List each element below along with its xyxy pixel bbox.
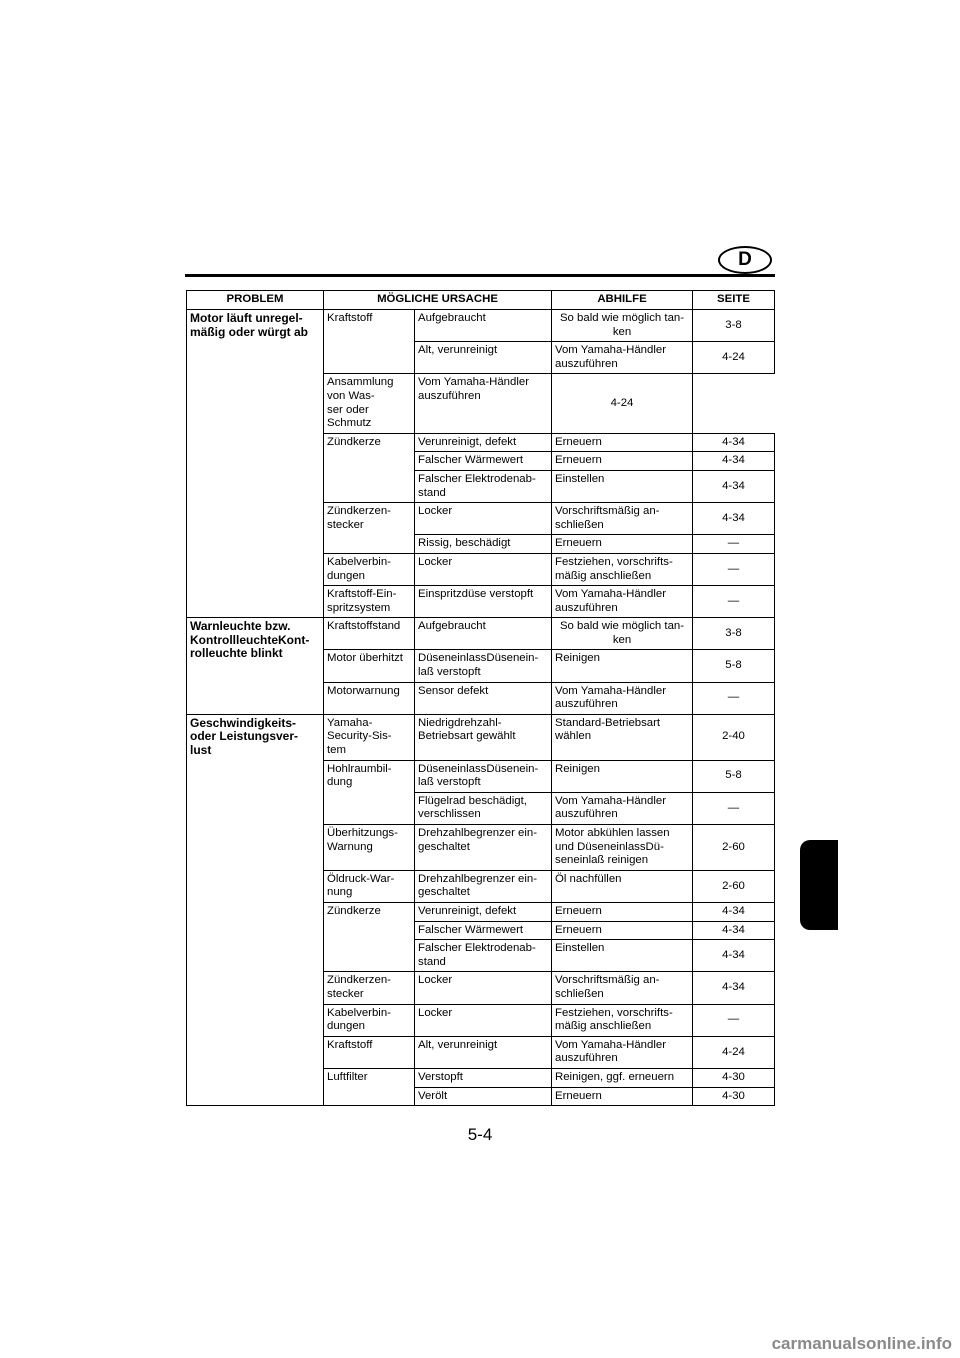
- page-ref-cell: 4-34: [693, 902, 775, 921]
- page-ref-cell: 4-24: [693, 1036, 775, 1068]
- remedy-cell: Festziehen, vorschrifts- mäßig anschließen: [552, 1004, 693, 1036]
- remedy-cell: Reinigen: [552, 650, 693, 682]
- header-rule: [185, 274, 775, 277]
- cause-detail-cell: Verölt: [415, 1087, 552, 1106]
- remedy-cell: Einstellen: [552, 940, 693, 972]
- page-ref-cell: 4-24: [552, 374, 693, 433]
- page-ref-cell: 4-30: [693, 1068, 775, 1087]
- page-ref-cell: 2-40: [693, 714, 775, 760]
- cause-detail-cell: Verunreinigt, defekt: [415, 902, 552, 921]
- watermark: carmanualsonline.info: [771, 1334, 952, 1353]
- cause-cell: Kabelverbin- dungen: [324, 553, 415, 585]
- cause-cell: Öldruck-War- nung: [324, 870, 415, 902]
- page-ref-cell: 4-34: [693, 940, 775, 972]
- page-ref-cell: 5-8: [693, 650, 775, 682]
- cause-detail-cell: Locker: [415, 553, 552, 585]
- problem-cell: Motor läuft unregel- mäßig oder würgt ab: [187, 310, 324, 618]
- remedy-cell: Vorschriftsmäßig an- schließen: [552, 503, 693, 535]
- cause-detail-cell: Niedrigdrehzahl- Betriebsart gewählt: [415, 714, 552, 760]
- page-ref-cell: 4-34: [693, 503, 775, 535]
- remedy-cell: Vom Yamaha-Händler auszuführen: [552, 586, 693, 618]
- remedy-cell: Vom Yamaha-Händler auszuführen: [552, 342, 693, 374]
- page-ref-cell: 4-30: [693, 1087, 775, 1106]
- cause-cell: Kabelverbin- dungen: [324, 1004, 415, 1036]
- page-ref-cell: 4-24: [693, 342, 775, 374]
- cause-cell: Luftfilter: [324, 1068, 415, 1105]
- cause-detail-cell: DüseneinlassDüsenein- laß verstopft: [415, 650, 552, 682]
- remedy-cell: Erneuern: [552, 535, 693, 554]
- cause-detail-cell: Locker: [415, 1004, 552, 1036]
- remedy-cell: Vom Yamaha-Händler auszuführen: [552, 682, 693, 714]
- cause-cell: Hohlraumbil- dung: [324, 760, 415, 824]
- page-ref-cell: 3-8: [693, 310, 775, 342]
- page-ref-cell: —: [693, 535, 775, 554]
- remedy-cell: Öl nachfüllen: [552, 870, 693, 902]
- remedy-cell: Standard-Betriebsart wählen: [552, 714, 693, 760]
- cause-detail-cell: Alt, verunreinigt: [415, 342, 552, 374]
- header-problem: PROBLEM: [187, 291, 324, 310]
- cause-detail-cell: Drehzahlbegrenzer ein- geschaltet: [415, 825, 552, 871]
- header-remedy: ABHILFE: [552, 291, 693, 310]
- page-ref-cell: —: [693, 586, 775, 618]
- remedy-cell: Reinigen: [552, 760, 693, 792]
- cause-detail-cell: Ansammlung von Was- ser oder Schmutz: [324, 374, 415, 433]
- cause-detail-cell: Falscher Elektrodenab- stand: [415, 470, 552, 502]
- problem-cell: Geschwindigkeits- oder Leistungsver- lust: [187, 714, 324, 1105]
- cause-detail-cell: Sensor defekt: [415, 682, 552, 714]
- cause-cell: Kraftstoff: [324, 1036, 415, 1068]
- table-header-row: [187, 291, 775, 310]
- remedy-cell: Vom Yamaha-Händler auszuführen: [552, 792, 693, 824]
- remedy-cell: So bald wie möglich tan- ken: [552, 618, 693, 650]
- remedy-cell: Vom Yamaha-Händler auszuführen: [415, 374, 552, 433]
- page-ref-cell: —: [693, 682, 775, 714]
- chapter-tab: [800, 840, 838, 930]
- page-ref-cell: 2-60: [693, 870, 775, 902]
- table-row: [187, 714, 775, 760]
- remedy-cell: Reinigen, ggf. erneuern: [552, 1068, 693, 1087]
- cause-cell: Überhitzungs- Warnung: [324, 825, 415, 871]
- remedy-cell: Erneuern: [552, 921, 693, 940]
- cause-cell: Motor überhitzt: [324, 650, 415, 682]
- remedy-cell: Erneuern: [552, 1087, 693, 1106]
- remedy-cell: Vorschriftsmäßig an- schließen: [552, 972, 693, 1004]
- remedy-cell: Erneuern: [552, 902, 693, 921]
- page-ref-cell: —: [693, 553, 775, 585]
- header-cause: MÖGLICHE URSACHE: [324, 291, 552, 310]
- page-ref-cell: 4-34: [693, 433, 775, 452]
- header-page: SEITE: [693, 291, 775, 310]
- cause-detail-cell: Drehzahlbegrenzer ein- geschaltet: [415, 870, 552, 902]
- cause-detail-cell: Falscher Wärmewert: [415, 452, 552, 471]
- cause-cell: Zündkerzen- stecker: [324, 972, 415, 1004]
- page-ref-cell: 4-34: [693, 921, 775, 940]
- page-ref-cell: 4-34: [693, 452, 775, 471]
- troubleshooting-table: [186, 290, 775, 1106]
- cause-detail-cell: Aufgebraucht: [415, 618, 552, 650]
- cause-detail-cell: Verstopft: [415, 1068, 552, 1087]
- remedy-cell: Erneuern: [552, 433, 693, 452]
- page-ref-cell: 2-60: [693, 825, 775, 871]
- cause-cell: Kraftstoff: [324, 310, 415, 374]
- cause-detail-cell: Aufgebraucht: [415, 310, 552, 342]
- remedy-cell: Festziehen, vorschrifts- mäßig anschließen: [552, 553, 693, 585]
- remedy-cell: Motor abkühlen lassen und DüseneinlassDü- seneinlaß reinigen: [552, 825, 693, 871]
- cause-detail-cell: Alt, verunreinigt: [415, 1036, 552, 1068]
- cause-detail-cell: Falscher Elektrodenab- stand: [415, 940, 552, 972]
- cause-cell: Zündkerze: [324, 902, 415, 971]
- remedy-cell: Erneuern: [552, 452, 693, 471]
- cause-cell: Zündkerze: [324, 433, 415, 502]
- cause-cell: Yamaha- Security-Sis- tem: [324, 714, 415, 760]
- cause-cell: Zündkerzen- stecker: [324, 503, 415, 554]
- cause-cell: Motorwarnung: [324, 682, 415, 714]
- page-ref-cell: 5-8: [693, 760, 775, 792]
- language-badge: D: [718, 246, 772, 274]
- page-number: 5-4: [467, 1125, 493, 1144]
- cause-detail-cell: Rissig, beschädigt: [415, 535, 552, 554]
- table-row: [187, 310, 775, 342]
- cause-detail-cell: Falscher Wärmewert: [415, 921, 552, 940]
- cause-detail-cell: Locker: [415, 972, 552, 1004]
- cause-detail-cell: DüseneinlassDüsenein- laß verstopft: [415, 760, 552, 792]
- remedy-cell: Vom Yamaha-Händler auszuführen: [552, 1036, 693, 1068]
- remedy-cell: So bald wie möglich tan- ken: [552, 310, 693, 342]
- page-ref-cell: —: [693, 1004, 775, 1036]
- cause-cell: Kraftstoffstand: [324, 618, 415, 650]
- cause-detail-cell: Locker: [415, 503, 552, 535]
- page-ref-cell: 4-34: [693, 972, 775, 1004]
- page-ref-cell: 3-8: [693, 618, 775, 650]
- remedy-cell: Einstellen: [552, 470, 693, 502]
- problem-cell: Warnleuchte bzw. KontrollleuchteKont- rolleuchte blinkt: [187, 618, 324, 715]
- cause-detail-cell: Einspritzdüse verstopft: [415, 586, 552, 618]
- page-ref-cell: 4-34: [693, 470, 775, 502]
- cause-detail-cell: Flügelrad beschädigt, verschlissen: [415, 792, 552, 824]
- cause-cell: Kraftstoff-Ein- spritzsystem: [324, 586, 415, 618]
- cause-detail-cell: Verunreinigt, defekt: [415, 433, 552, 452]
- page-ref-cell: —: [693, 792, 775, 824]
- table-row: [187, 618, 775, 650]
